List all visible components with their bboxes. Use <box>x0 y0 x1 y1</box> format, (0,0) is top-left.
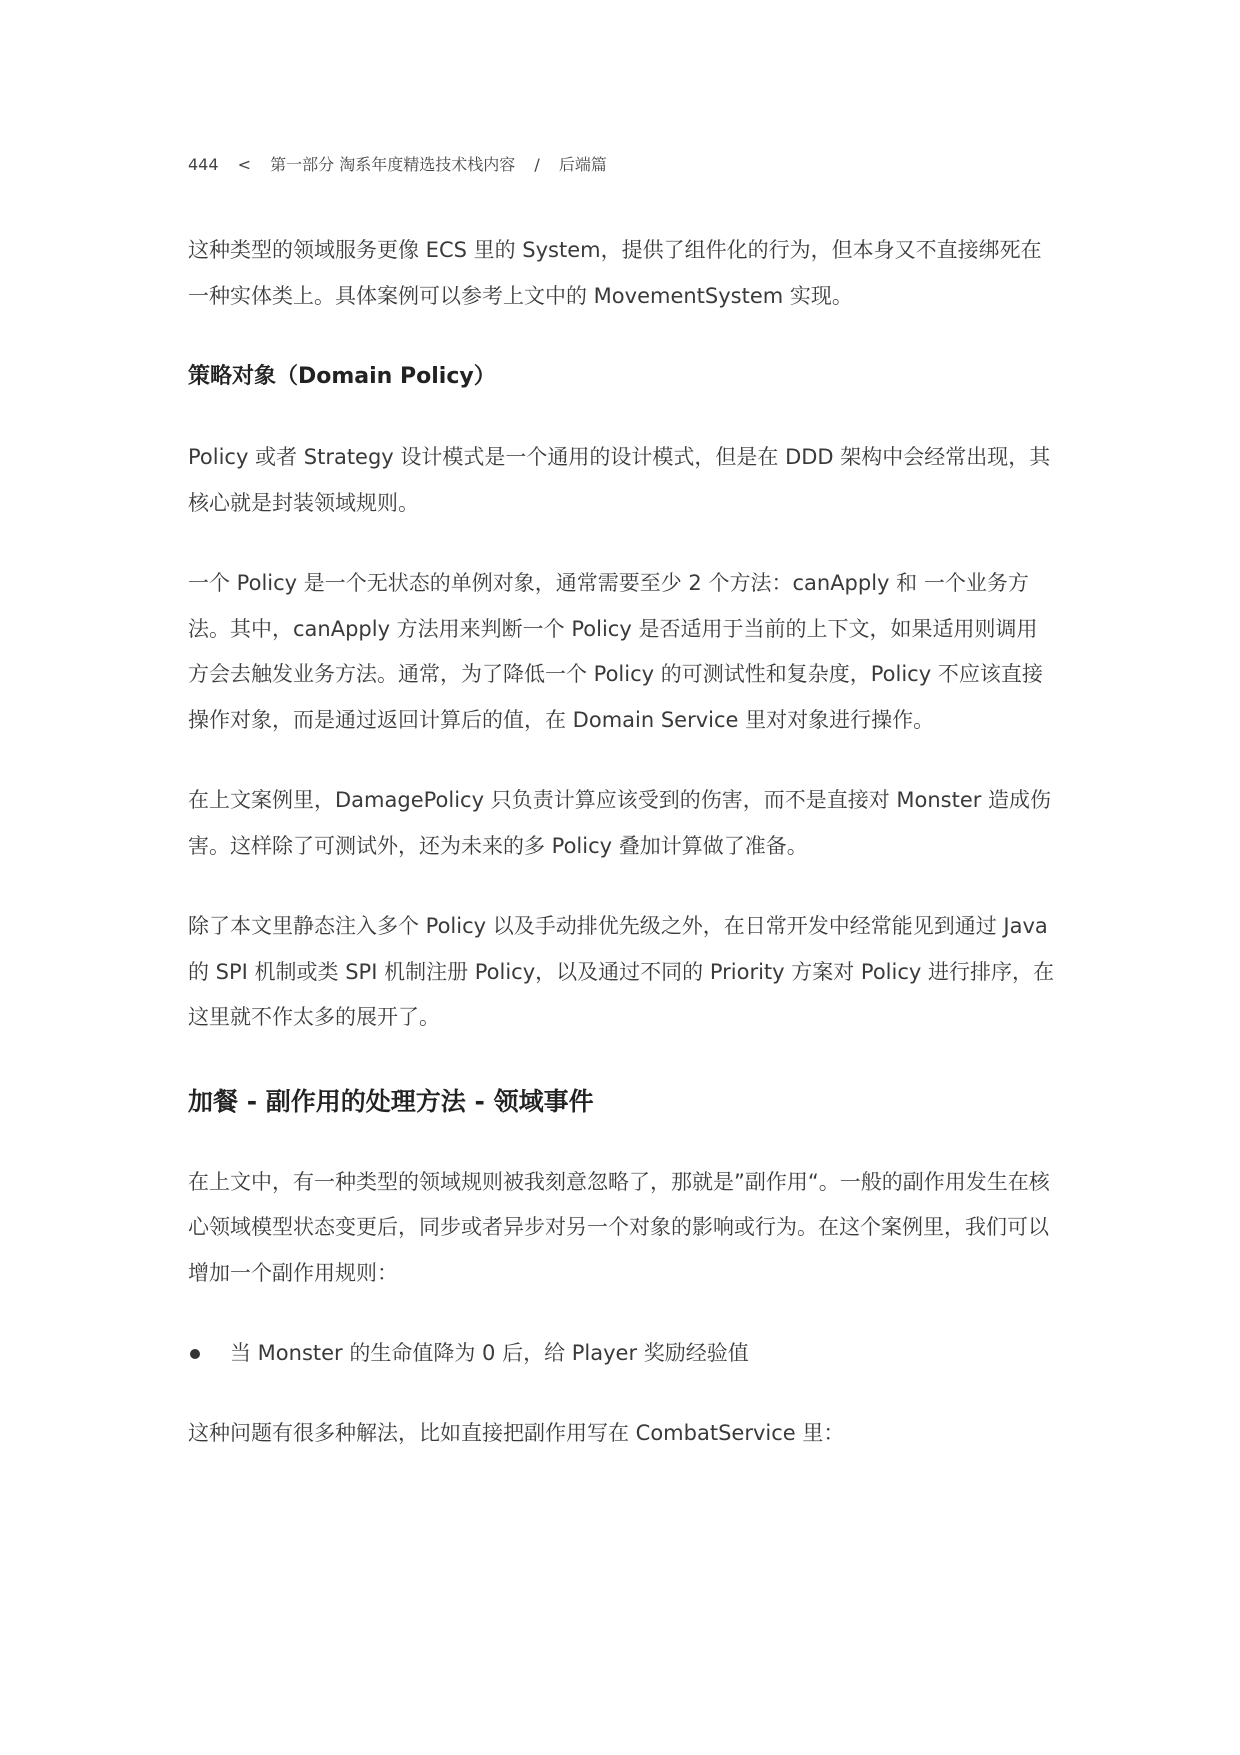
paragraph-domain-service-ecs: 这种类型的领域服务更像 ECS 里的 System，提供了组件化的行为，但本身又不直接绑死在一种实体类上。具体案例可以参考上文中的 MovementSystem 实现。 <box>188 238 1042 308</box>
paragraph-policy-stateless: 一个 Policy 是一个无状态的单例对象，通常需要至少 2 个方法：canApply 和 一个业务方法。其中，canApply 方法用来判断一个 Policy 是否适用于当前的上下文，如果适用则调用方会去触发业务方法。通常，为了降低一个 Policy 的可测试性和复杂度，Policy 不应该直接操作对象，而是通过返回计算后的值，在 Domain Service 里对对象进行操作。 <box>188 571 1043 732</box>
paragraph-side-effects: 在上文中，有一种类型的领域规则被我刻意忽略了，那就是”副作用“。一般的副作用发生在核心领域模型状态变更后，同步或者异步对另一个对象的影响或行为。在这个案例里，我们可以增加一个副作用规则： <box>188 1169 1050 1285</box>
header-divider: / <box>534 155 540 174</box>
heading-domain-policy: 策略对象（Domain Policy） <box>188 364 496 389</box>
header-chapter: 后端篇 <box>558 155 607 174</box>
heading-side-effects-domain-events: 加餐 - 副作用的处理方法 - 领域事件 <box>188 1086 594 1116</box>
list-item <box>188 1331 1058 1376</box>
paragraph-combat-service: 这种问题有很多种解法，比如直接把副作用写在 CombatService 里： <box>188 1421 845 1445</box>
page-number: 444 <box>188 155 219 174</box>
body-content <box>188 228 1058 1457</box>
running-header <box>188 152 621 175</box>
paragraph-spi-priority: 除了本文里静态注入多个 Policy 以及手动排优先级之外，在日常开发中经常能见到通过 Java 的 SPI 机制或类 SPI 机制注册 Policy，以及通过不同的 Priority 方案对 Policy 进行排序，在这里就不作太多的展开了。 <box>188 914 1055 1029</box>
list-item-text: 当 Monster 的生命值降为 0 后，给 Player 奖励经验值 <box>230 1341 749 1365</box>
paragraph-policy-strategy: Policy 或者 Strategy 设计模式是一个通用的设计模式，但是在 DDD 架构中会经常出现，其核心就是封装领域规则。 <box>188 445 1051 515</box>
header-section: 第一部分 淘系年度精选技术栈内容 <box>270 155 516 174</box>
paragraph-damage-policy: 在上文案例里，DamagePolicy 只负责计算应该受到的伤害，而不是直接对 Monster 造成伤害。这样除了可测试外，还为未来的多 Policy 叠加计算做了准备。 <box>188 788 1052 858</box>
header-separator: < <box>237 155 252 174</box>
bullet-icon <box>190 1349 200 1359</box>
